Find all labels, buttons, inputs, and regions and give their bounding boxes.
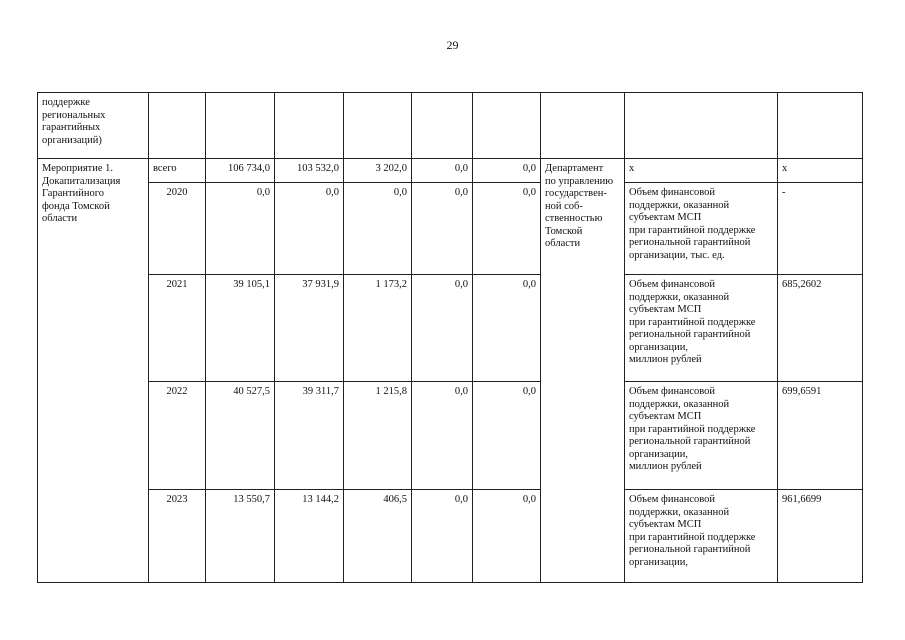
indicator-value-cell: 699,6591 [778,382,863,490]
indicator-cell [625,490,778,583]
measure-name: Мероприятие 1. Докапитализация Гарантийного фонда Томской области [42,163,121,224]
table-row [38,183,863,275]
empty-cell [412,93,473,159]
value-cell: 0,0 [206,183,275,275]
total-value-cell: 3 202,0 [344,159,412,183]
value-cell: 0,0 [412,183,473,275]
table-row [38,275,863,382]
empty-cell [473,93,541,159]
indicator-text: Объем финансовой поддержки, оказанной субъектам МСП при гарантийной поддержке региональной гарантийной организации, [629,494,756,568]
indicator-value-cell: х [778,159,863,183]
indicator-text: Объем финансовой поддержки, оказанной субъектам МСП при гарантийной поддержке региональной гарантийной организации, тыс. ед. [629,187,756,261]
empty-cell [344,93,412,159]
table-row [38,382,863,490]
empty-cell [541,93,625,159]
empty-cell [275,93,344,159]
empty-cell [149,93,206,159]
indicator-text: Объем финансовой поддержки, оказанной субъектам МСП при гарантийной поддержке региональной гарантийной организации, миллион рублей [629,386,756,472]
value-cell: 39 105,1 [206,275,275,382]
indicator-cell: х [625,159,778,183]
table-row [38,490,863,583]
indicator-cell [625,183,778,275]
value-cell: 13 550,7 [206,490,275,583]
value-cell: 13 144,2 [275,490,344,583]
value-cell: 0,0 [412,275,473,382]
indicator-value-cell: 961,6699 [778,490,863,583]
indicator-cell [625,275,778,382]
value-cell: 0,0 [412,382,473,490]
value-cell: 40 527,5 [206,382,275,490]
table-row [38,159,863,183]
value-cell: 1 173,2 [344,275,412,382]
total-label-cell: всего [149,159,206,183]
total-value-cell: 106 734,0 [206,159,275,183]
total-value-cell: 0,0 [473,159,541,183]
year-cell: 2022 [149,382,206,490]
value-cell: 0,0 [275,183,344,275]
value-cell: 1 215,8 [344,382,412,490]
measure-name-cell [38,159,149,583]
year-cell: 2023 [149,490,206,583]
indicator-value-cell: 685,2602 [778,275,863,382]
indicator-cell [625,382,778,490]
indicator-text: Объем финансовой поддержки, оказанной субъектам МСП при гарантийной поддержке региональной гарантийной организации, миллион рублей [629,279,756,365]
program-table [37,92,863,583]
empty-cell [206,93,275,159]
total-value-cell: 103 532,0 [275,159,344,183]
value-cell: 0,0 [473,183,541,275]
year-cell: 2021 [149,275,206,382]
department-name: Департамент по управлению государствен- ной соб- ственностью Томской области [545,163,614,249]
indicator-value-cell: - [778,183,863,275]
page-number: 29 [446,38,459,52]
value-cell: 406,5 [344,490,412,583]
department-cell [541,159,625,583]
measure-name-continued: поддержке региональных гарантийных организаций) [42,97,106,146]
empty-cell [625,93,778,159]
table-row [38,93,863,159]
year-cell: 2020 [149,183,206,275]
value-cell: 0,0 [344,183,412,275]
value-cell: 0,0 [473,490,541,583]
value-cell: 37 931,9 [275,275,344,382]
value-cell: 0,0 [473,275,541,382]
value-cell: 39 311,7 [275,382,344,490]
empty-cell [778,93,863,159]
total-value-cell: 0,0 [412,159,473,183]
value-cell: 0,0 [473,382,541,490]
measure-name-cell [38,93,149,159]
value-cell: 0,0 [412,490,473,583]
